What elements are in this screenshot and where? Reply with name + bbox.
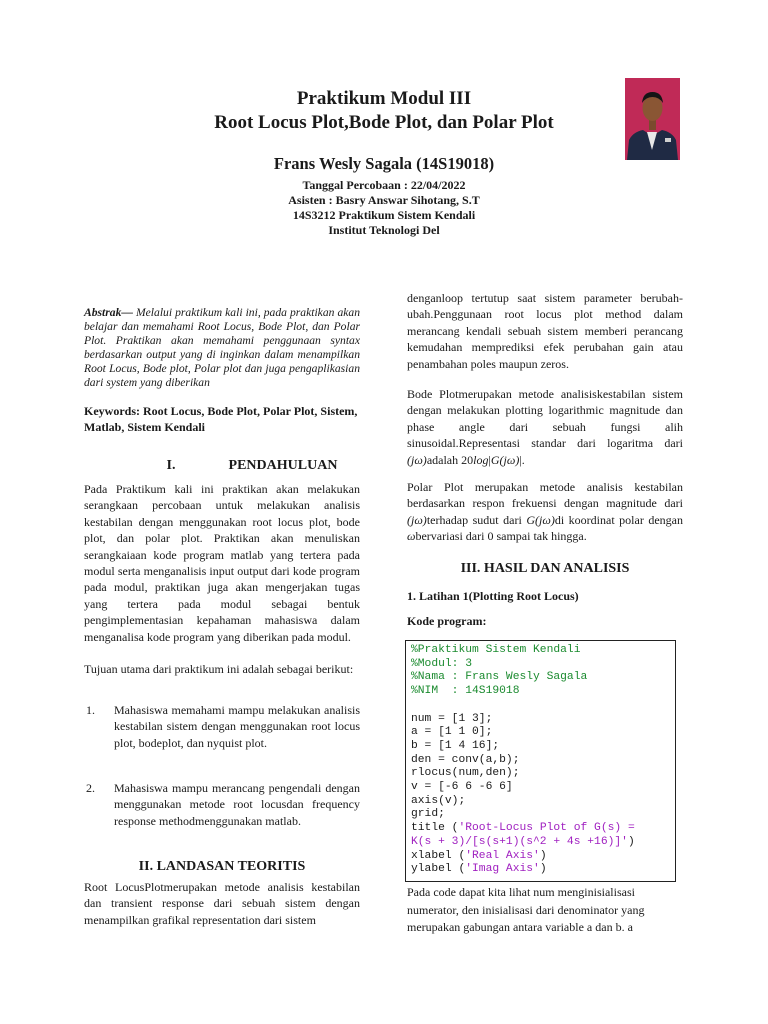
code-line: rlocus(num,den);: [411, 767, 520, 780]
section-3-heading: III. HASIL DAN ANALISIS: [460, 561, 630, 576]
code-string: 'Real Axis': [465, 849, 540, 862]
section-1-heading: [84, 458, 360, 474]
code-comment: %Nama : Frans Wesly Sagala: [411, 671, 588, 684]
author-name: Frans Wesly Sagala (14S19018): [273, 154, 495, 173]
code-block: [405, 640, 676, 882]
code-string: K(s + 3)/[s(s+1)(s^2 + 4s +16)]': [411, 835, 628, 848]
list-item-number: 2.: [86, 781, 95, 795]
code-explanation: Pada code dapat kita lihat num menginisialisasi numerator, den inisialisasi dari denominator yang merupakan gabungan antara variable a dan b. a: [407, 885, 645, 934]
code-paren: ): [627, 835, 635, 848]
code-blank-line: [411, 699, 670, 713]
code-fn: ylabel (: [411, 863, 466, 876]
assistant-name: Asisten : Basry Answar Sihotang, S.T: [288, 193, 480, 207]
code-line: v = [-6 6 -6 6]: [411, 781, 513, 794]
person-silhouette-icon: [625, 78, 680, 160]
experiment-date: Tanggal Percobaan : 22/04/2022: [302, 178, 466, 192]
code-line: a = [1 1 0];: [411, 726, 493, 739]
code-fn: xlabel (: [411, 849, 466, 862]
code-string: 'Root-Locus Plot of G(s) =: [458, 822, 635, 835]
keywords-label: Keywords: [84, 404, 136, 418]
root-locus-paragraph: denganloop tertutup saat sistem parameter berubah-ubah.Penggunaan root locus plot method dalam merancang kendali sebuah sistem memberi perancang kemudahan memprediksi efek perubahan gain atau penambahan poles maupun zeros.: [407, 291, 683, 371]
polar-omega: ω: [407, 529, 416, 544]
polar-plot-paragraph: [407, 479, 683, 545]
list-item-text: Mahasiswa mampu merancang pengendali dengan menggunakan metode root locusdan frequency response methodmenggunakan matlab.: [114, 781, 360, 828]
bode-text-b: adalah 20: [426, 452, 474, 467]
list-item-number: 1.: [86, 703, 95, 717]
code-fn: title (: [411, 822, 459, 835]
code-paren: ): [539, 863, 547, 876]
section-1-number: I.: [166, 458, 176, 473]
polar-jw: (jω): [407, 512, 427, 527]
bode-text-d: |.: [519, 452, 525, 467]
polar-text-d: bervariasi dari 0 sampai tak hingga.: [415, 529, 587, 544]
bode-jw: (jω): [407, 452, 427, 467]
code-string: 'Imag Axis': [465, 863, 540, 876]
code-line: grid;: [411, 808, 445, 821]
keywords: [84, 403, 360, 436]
bode-g: G(jω): [490, 452, 520, 467]
code-line: [411, 822, 670, 836]
polar-text-b: terhadap sudut dari: [426, 512, 527, 527]
institute-name: Institut Teknologi Del: [328, 223, 440, 237]
code-line: den = conv(a,b);: [411, 753, 520, 766]
code-line: [411, 850, 670, 864]
polar-g: G(jω): [526, 512, 555, 527]
goals-intro: Tujuan utama dari praktikum ini adalah sebagai berikut:: [84, 662, 354, 676]
title-line-2: Root Locus Plot,Bode Plot, dan Polar Plot: [214, 112, 554, 133]
list-item: [86, 780, 360, 829]
list-item: [86, 702, 360, 751]
code-comment: %NIM : 14S19018: [411, 685, 520, 698]
polar-text-c: di koordinat polar dengan: [554, 512, 684, 527]
abstract-text: Melalui praktikum kali ini, pada praktikan akan belajar dan memahami Root Locus, Bode Plot, dan Polar Plot. Praktikan akan memahami penggunaan syntax berdasarkan output yang di inginkan dalam menampilkan Root Locus, Bode plot, Polar plot dan juga pengaplikasian dari system yang diberikan: [84, 306, 360, 389]
bode-text-a: Bode Plotmerupakan metode analisiskestabilan sistem dengan melakukan plotting logarithmic magnitude dan phase angle dari sebuah fungsi alih sinusoidal.Representasi standar dari logaritma dari: [407, 387, 683, 451]
list-item-text: Mahasiswa memahami mampu melakukan analisis kestabilan sistem dengan menggunakan root locus plot, bodeplot, dan nyquist plot.: [114, 703, 360, 750]
code-line: num = [1 3];: [411, 712, 493, 725]
bode-log: log: [473, 452, 489, 467]
exercise-1-heading: 1. Latihan 1(Plotting Root Locus): [407, 589, 579, 603]
section-2-heading: II. LANDASAN TEORITIS: [138, 859, 306, 874]
code-comment: %Modul: 3: [411, 657, 473, 670]
code-line: axis(v);: [411, 794, 466, 807]
author-photo: [625, 78, 680, 160]
code-line: [411, 836, 670, 850]
bode-text-c: |: [488, 452, 491, 467]
code-heading: Kode program:: [407, 614, 487, 628]
code-comment: %Praktikum Sistem Kendali: [411, 644, 581, 656]
title-line-1: Praktikum Modul III: [296, 88, 472, 109]
abstract: [84, 306, 360, 390]
abstract-label: Abstrak—: [84, 306, 133, 319]
code-line: [411, 863, 670, 877]
keywords-text: : Root Locus, Bode Plot, Polar Plot, Sistem, Matlab, Sistem Kendali: [84, 404, 358, 435]
polar-text-a: Polar Plot merupakan metode analisis kestabilan berdasarkan respon frekuensi dengan magnitude dari: [407, 480, 683, 511]
intro-paragraph: Pada Praktikum kali ini praktikan akan melakukan serangkaan percobaan untuk melakukan analisis kestabilan dengan menggunakan root locus plot, bode plot, dan polar plot. Praktikan akan menuliskan serangkaiaan kode program matlab yang tertera pada modul serta menganalisis input output dari kode program pada modul, praktikan juga akan mengerjakan tugas yang tertera pada modul sebagai bentuk pengimplementasian kepahaman mahasiswa dalam menganalisa kode program yang diberikan pada modul.: [84, 482, 360, 644]
code-paren: ): [539, 849, 547, 862]
section-1-title: PENDAHULUAN: [228, 458, 338, 473]
code-line: b = [1 4 16];: [411, 739, 500, 752]
bode-plot-paragraph: [407, 386, 683, 468]
section-2-paragraph: Root LocusPlotmerupakan metode analisis kestabilan dan transient response dari sebuah sistem dengan menampilkan grafikal representation dari sistem: [84, 880, 360, 927]
course-name: 14S3212 Praktikum Sistem Kendali: [292, 208, 476, 222]
